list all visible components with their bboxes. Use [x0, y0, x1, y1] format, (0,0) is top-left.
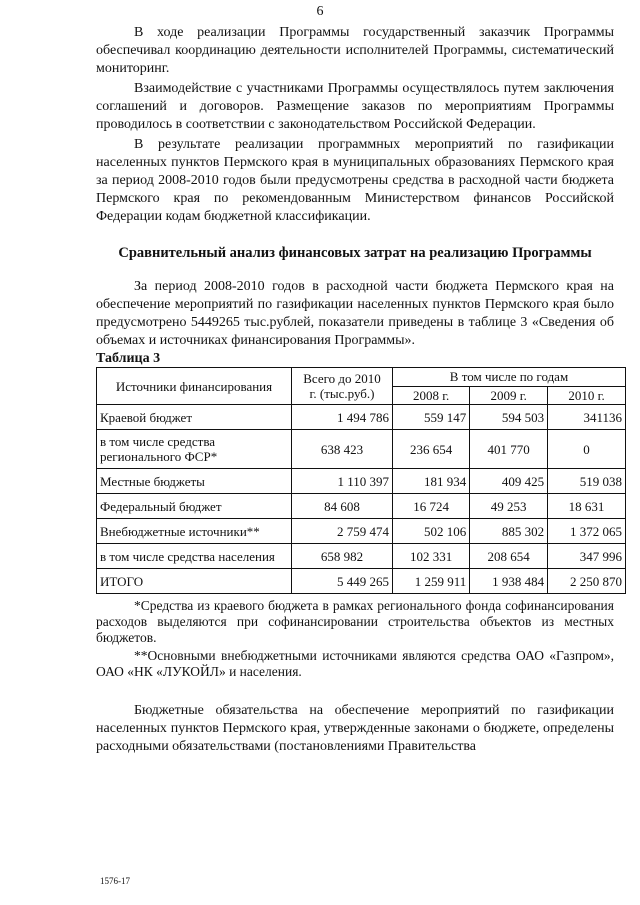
cell-2009: 409 425: [470, 469, 548, 494]
cell-2008: 502 106: [393, 519, 470, 544]
header-2008: 2008 г.: [393, 386, 470, 405]
table-label: Таблица 3: [96, 351, 161, 366]
paragraph-budget-obligations: Бюджетные обязательства на обеспечение мероприятий по газификации населенных пунктов Пермского края, утвержденные законами о бюджете, определены расходными обязательствами (постановлениями Правительства: [96, 703, 614, 754]
cell-2008: 559 147: [393, 405, 470, 430]
cell-source: в том числе средства населения: [97, 544, 292, 569]
cell-2009: 401 770: [470, 430, 548, 469]
table-row: [97, 544, 626, 569]
cell-2010: 2 250 870: [548, 569, 626, 594]
cell-total: 638 423: [292, 430, 393, 469]
cell-source: Федеральный бюджет: [97, 494, 292, 519]
table-row: [97, 430, 626, 469]
header-by-years: В том числе по годам: [393, 368, 626, 387]
cell-2009: 594 503: [470, 405, 548, 430]
cell-total: 5 449 265: [292, 569, 393, 594]
table-row: [97, 519, 626, 544]
cell-2009: 49 253: [470, 494, 548, 519]
cell-source: Местные бюджеты: [97, 469, 292, 494]
header-source: Источники финансирования: [97, 368, 292, 405]
footnote-regional-fund: *Средства из краевого бюджета в рамках регионального фонда софинансирования расходов выделяются при софинансировании строительства объектов из местных бюджетов.: [96, 598, 614, 645]
paragraph-interaction: Взаимодействие с участниками Программы осуществлялось путем заключения соглашений и договоров. Размещение заказов по мероприятиям Программы проводилось в соответствии с законодательством Российской Федерации.: [96, 81, 614, 132]
cell-2008: 236 654: [393, 430, 470, 469]
paragraph-monitoring: В ходе реализации Программы государственный заказчик Программы обеспечивал координацию деятельности исполнителей Программы, систематический мониторинг.: [96, 25, 614, 76]
header-2009: 2009 г.: [470, 386, 548, 405]
cell-2008: 1 259 911: [393, 569, 470, 594]
cell-2009: 208 654: [470, 544, 548, 569]
header-total: Всего до 2010 г. (тыс.руб.): [292, 368, 393, 405]
cell-total: 658 982: [292, 544, 393, 569]
cell-2010: 18 631: [548, 494, 626, 519]
cell-total: 1 494 786: [292, 405, 393, 430]
cell-2010: 341136: [548, 405, 626, 430]
page-number: 6: [316, 4, 324, 19]
cell-2008: 102 331: [393, 544, 470, 569]
cell-2010: 519 038: [548, 469, 626, 494]
table-header-row: [97, 368, 626, 387]
cell-2009: 1 938 484: [470, 569, 548, 594]
footer-code: 1576-17: [100, 876, 130, 886]
cell-2008: 16 724: [393, 494, 470, 519]
cell-2009: 885 302: [470, 519, 548, 544]
table-row: [97, 405, 626, 430]
paragraph-intro: За период 2008-2010 годов в расходной части бюджета Пермского края на обеспечение мероприятий по газификации населенных пунктов Пермского края было предусмотрено 5449265 тыс.рублей, показатели приведены в таблице 3 «Сведения об объемах и источниках финансирования Программы».: [96, 279, 614, 348]
table-row: [97, 494, 626, 519]
header-2010: 2010 г.: [548, 386, 626, 405]
cell-total: 84 608: [292, 494, 393, 519]
financing-table: [96, 367, 626, 594]
spacer: [96, 680, 614, 702]
section-title: Сравнительный анализ финансовых затрат на реализацию Программы: [118, 245, 592, 261]
cell-source: ИТОГО: [97, 569, 292, 594]
cell-source: в том числе средства регионального ФСР*: [97, 430, 292, 469]
table-row-total: [97, 569, 626, 594]
cell-source: Краевой бюджет: [97, 405, 292, 430]
paragraph-results: В результате реализации программных мероприятий по газификации населенных пунктов Пермского края в муниципальных образованиях Пермского края за период 2008-2010 годов были предусмотрены средства в расходной части бюджета Пермского края по рекомендованным Министерством финансов Российской Федерации кодам бюджетной классификации.: [96, 137, 614, 224]
cell-2010: 347 996: [548, 544, 626, 569]
cell-2010: 1 372 065: [548, 519, 626, 544]
footnotes: [96, 598, 614, 680]
cell-source: Внебюджетные источники**: [97, 519, 292, 544]
cell-total: 2 759 474: [292, 519, 393, 544]
document-body: [96, 24, 622, 756]
cell-total: 1 110 397: [292, 469, 393, 494]
cell-2008: 181 934: [393, 469, 470, 494]
table-row: [97, 469, 626, 494]
cell-2010: 0: [548, 430, 626, 469]
footnote-offbudget: **Основными внебюджетными источниками являются средства ОАО «Газпром», ОАО «НК «ЛУКОЙЛ» и населения.: [96, 648, 614, 679]
